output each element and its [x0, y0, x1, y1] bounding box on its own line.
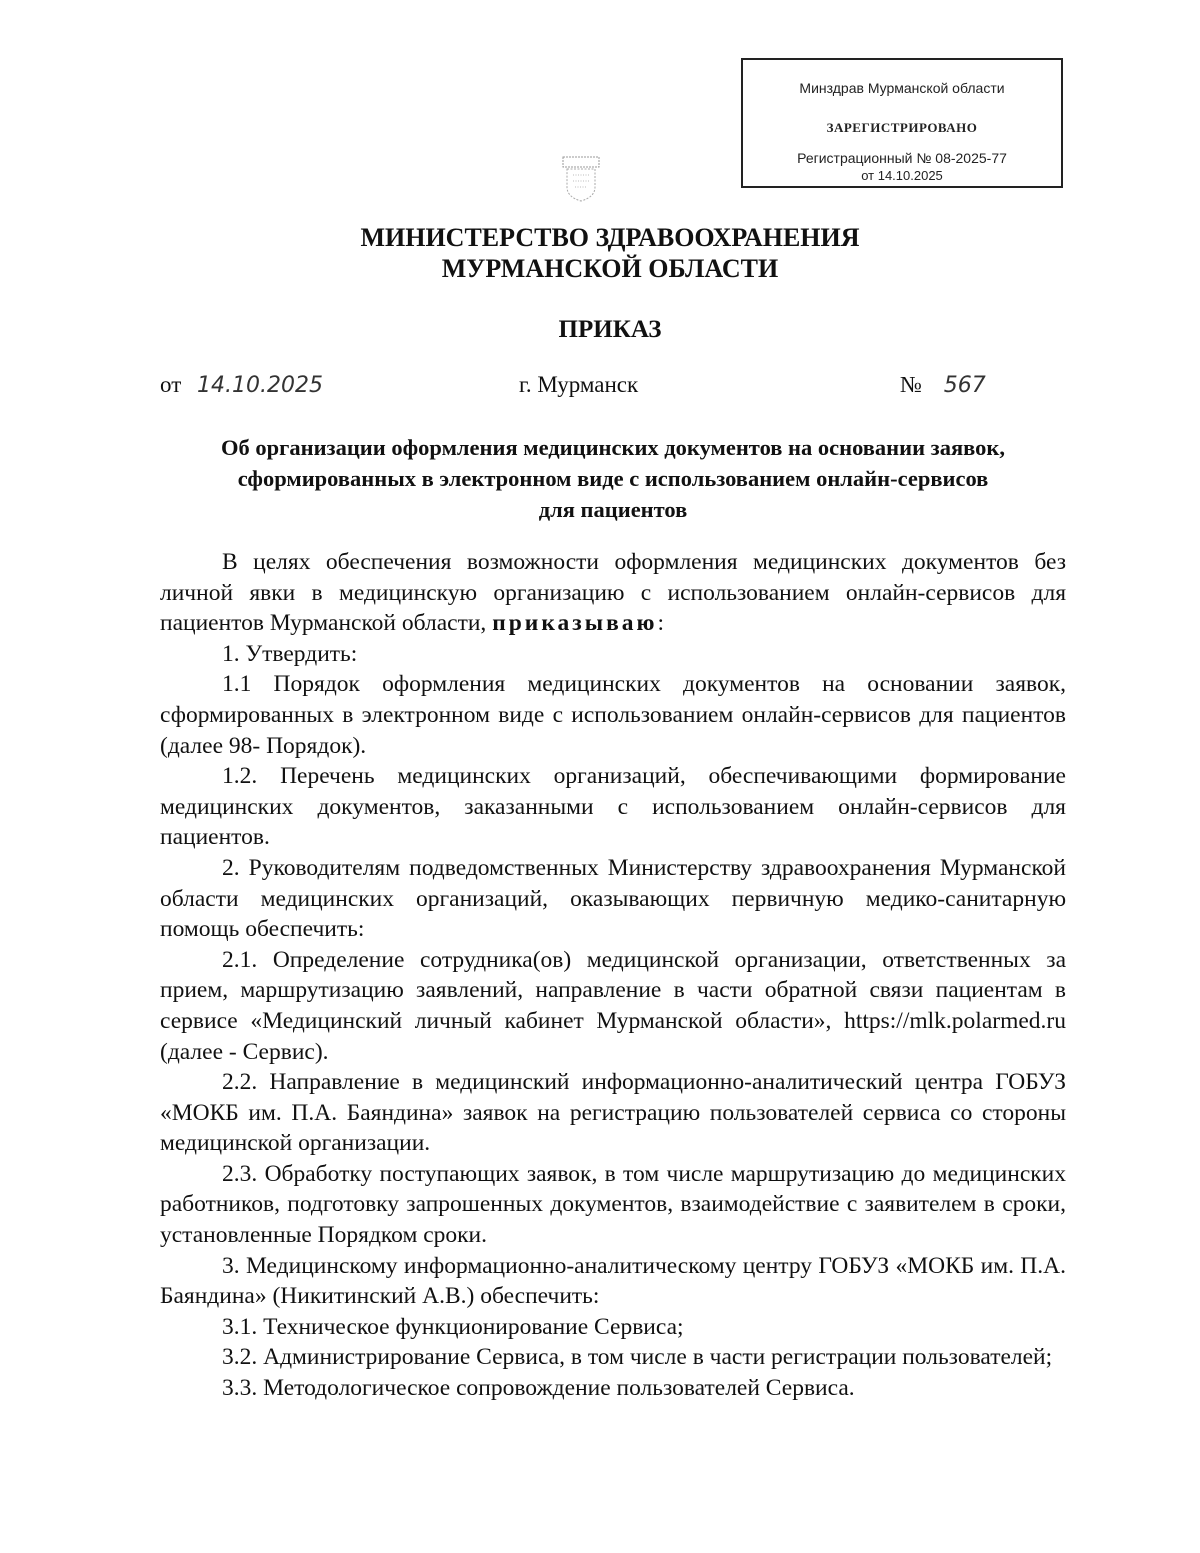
- paragraph-3-1: 3.1. Техническое функционирование Сервиса;: [222, 1313, 684, 1340]
- paragraph-2-3: 2.3. Обработку поступающих заявок, в том числе маршрутизацию до медицинских работников, подготовку запрошенных документов, взаимодействие с заявителем в сроки, установленные Порядком сроки.: [160, 1160, 1066, 1249]
- intro-paragraph: [160, 547, 1066, 639]
- coat-of-arms-icon: [561, 155, 601, 203]
- order-subject: [160, 432, 1066, 525]
- paragraph-1-1: 1.1 Порядок оформления медицинских документов на основании заявок, сформированных в электронном виде с использованием онлайн-сервисов для пациентов (далее 98- Порядок).: [160, 671, 1066, 759]
- handwritten-date: 14.10.2025: [197, 373, 323, 398]
- intro-text: В целях обеспечения возможности оформления медицинских документов без личной явки в медицинскую организацию с использованием онлайн-сервисов для пациентов Мурманской области,: [160, 549, 1066, 637]
- intro-end: :: [657, 610, 664, 637]
- paragraph-3-3: 3.3. Методологическое сопровождение пользователей Сервиса.: [222, 1375, 855, 1402]
- registration-stamp: [741, 58, 1063, 188]
- stamp-reg-date: от 14.10.2025: [861, 168, 943, 183]
- order-body: [160, 547, 1066, 1404]
- paragraph-2-1: 2.1. Определение сотрудника(ов) медицинской организации, ответственных за прием, маршрутизацию заявлений, направление в части обратной связи пациентам в сервисе «Медицинский личный кабинет Мурманской области», https://mlk.polarmed.ru (далее - Сервис).: [160, 946, 1066, 1065]
- order-date: [160, 372, 323, 398]
- ministry-name: [0, 222, 1200, 284]
- handwritten-number: 567: [943, 373, 986, 398]
- paragraph-2-2: 2.2. Направление в медицинский информационно-аналитический центра ГОБУЗ «МОКБ им. П.А. Баяндина» заявок на регистрацию пользователей сервиса со стороны медицинской организации.: [160, 1069, 1066, 1157]
- number-prefix: №: [900, 372, 922, 397]
- subject-line-1: Об организации оформления медицинских документов на основании заявок,: [221, 435, 1005, 460]
- document-type: ПРИКАЗ: [558, 316, 662, 343]
- stamp-status: ЗАРЕГИСТРИРОВАНО: [826, 120, 978, 135]
- paragraph-2: 2. Руководителям подведомственных Министерству здравоохранения Мурманской области медицинских организаций, оказывающих первичную медико-санитарную помощь обеспечить:: [160, 854, 1066, 943]
- stamp-org: Минздрав Мурманской области: [799, 80, 1005, 96]
- subject-line-3: для пациентов: [538, 497, 688, 522]
- ministry-line-1: МИНИСТЕРСТВО ЗДРАВООХРАНЕНИЯ: [360, 223, 860, 252]
- paragraph-3: 3. Медицинскому информационно-аналитическому центру ГОБУЗ «МОКБ им. П.А. Баяндина» (Никитинский А.В.) обеспечить:: [160, 1252, 1066, 1310]
- paragraph-3-2: 3.2. Администрирование Сервиса, в том числе в части регистрации пользователей;: [222, 1344, 1053, 1371]
- ministry-line-2: МУРМАНСКОЙ ОБЛАСТИ: [441, 254, 779, 283]
- stamp-reg-number: Регистрационный № 08-2025-77: [797, 150, 1007, 166]
- paragraph-1: 1. Утвердить:: [222, 640, 358, 667]
- order-word: приказываю: [492, 610, 658, 637]
- subject-line-2: сформированных в электронном виде с использованием онлайн-сервисов: [237, 466, 989, 491]
- paragraph-1-2: 1.2. Перечень медицинских организаций, обеспечивающими формирование медицинских документов, заказанными с использованием онлайн-сервисов для пациентов.: [160, 763, 1066, 851]
- order-number: [900, 372, 986, 398]
- order-city: г. Мурманск: [519, 372, 639, 397]
- date-prefix: от: [160, 372, 182, 397]
